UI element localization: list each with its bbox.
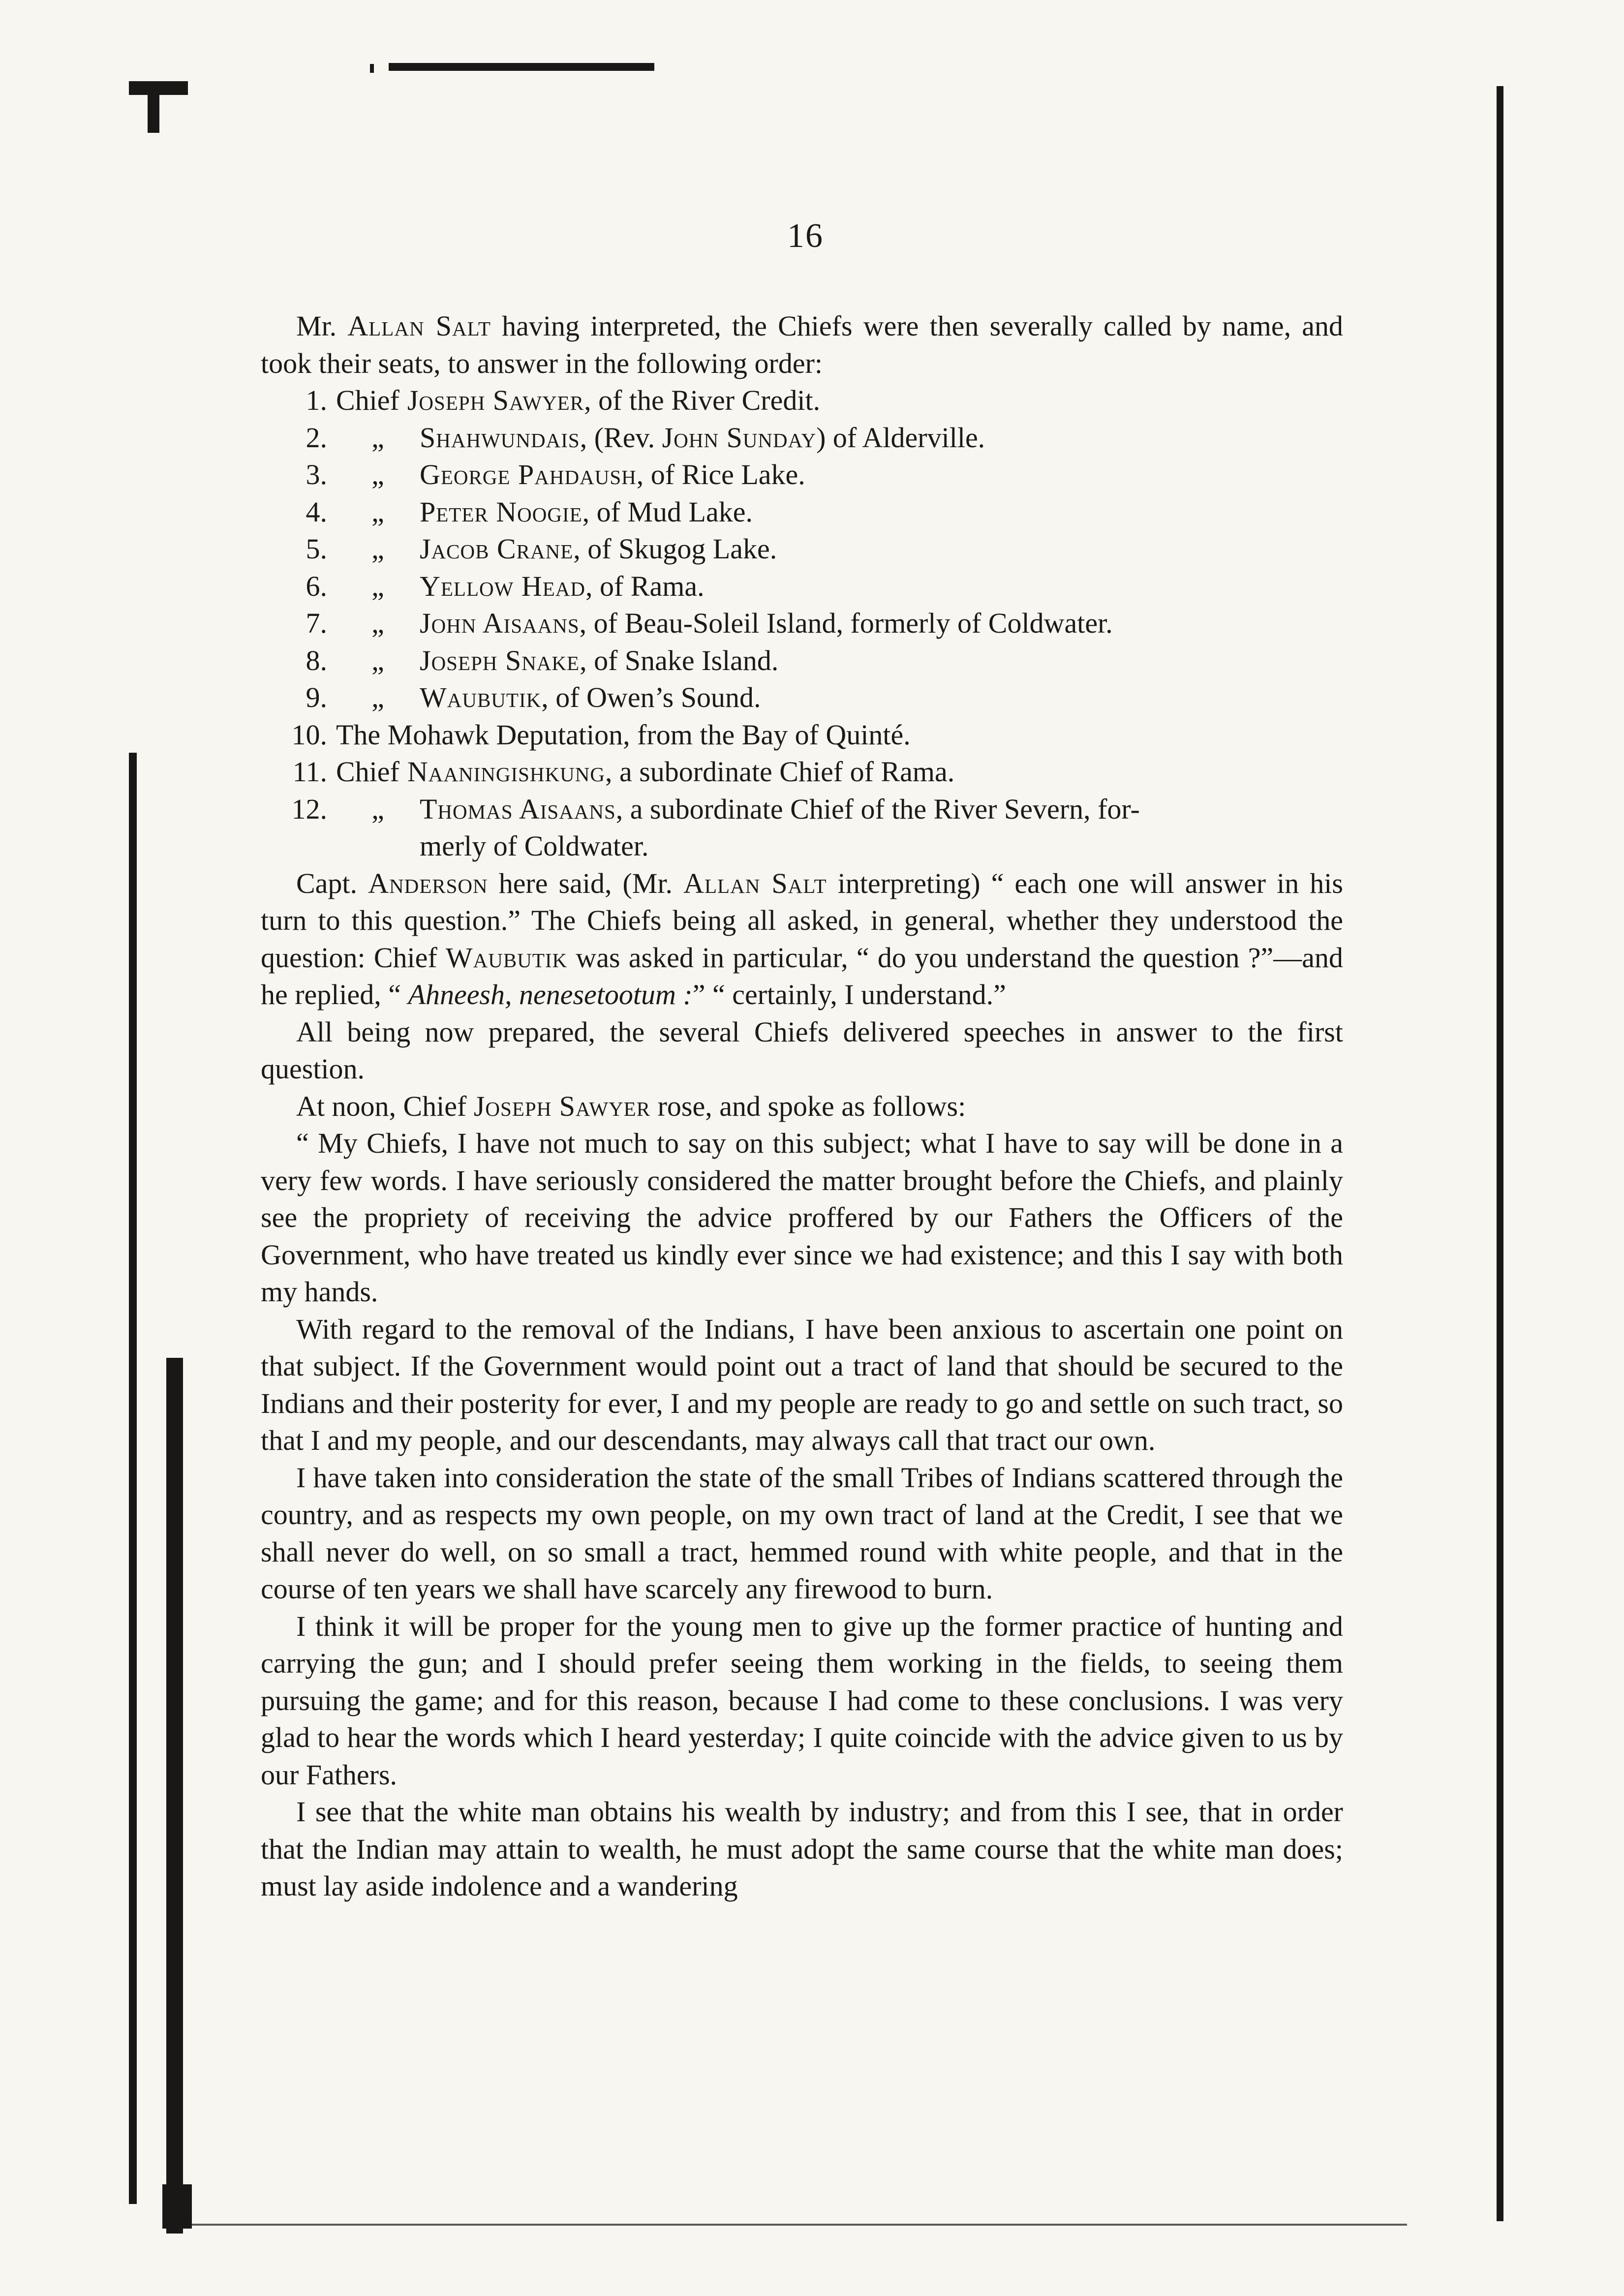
list-item-continuation: merly of Coldwater.: [420, 830, 649, 862]
list-lead: Chief: [336, 756, 399, 788]
interpreter-name: Allan Salt: [683, 867, 827, 899]
chief-name: Peter Noogie: [420, 495, 582, 528]
list-number: 8.: [306, 644, 327, 676]
list-item: [261, 456, 1343, 493]
chief-place: , a subordinate Chief of the River Severn, for-: [615, 793, 1140, 825]
list-item: [261, 419, 1343, 457]
chief-place: , a subordinate Chief of Rama.: [605, 756, 955, 788]
intro-text-2: having interpreted, the Chiefs were then severally called by name, and took their seats, to answer in the following order:: [261, 310, 1343, 379]
prepared-paragraph: All being now prepared, the several Chiefs delivered speeches in answer to the first question.: [261, 1015, 1343, 1085]
capt-text-5: ” “ certainly, I understand.”: [692, 979, 1006, 1010]
ojibwe-phrase: Ahneesh, nenesetootum :: [408, 979, 693, 1010]
list-item: [261, 753, 1343, 791]
list-item: [261, 791, 1343, 828]
list-entry: [420, 456, 1343, 493]
list-item: [261, 642, 1343, 679]
list-entry: [407, 753, 1343, 791]
chief-name: Joseph Sawyer: [473, 1090, 651, 1122]
chief-place: , (Rev.: [580, 421, 662, 454]
chief-name: Jacob Crane: [420, 533, 574, 565]
chief-place: , of Beau-Soleil Island, formerly of Coldwater.: [579, 607, 1113, 639]
page-number: 16: [787, 217, 824, 255]
list-number: 3.: [306, 459, 327, 490]
chief-name: Joseph Sawyer: [407, 384, 584, 416]
list-lead: Chief: [336, 384, 399, 416]
chief-place: , of Rama.: [585, 570, 705, 602]
list-item: [261, 716, 1343, 754]
capt-anderson-paragraph: [261, 865, 1343, 1013]
corner-mark-stem: [148, 86, 159, 133]
chief-name: Thomas Aisaans: [420, 793, 616, 825]
speech-paragraph: “ My Chiefs, I have not much to say on this subject; what I have to say will be done in a very few words. I have seriously considered the matter brought before the Chiefs, and plainly see the propriety of receiving the advice proffered by our Fathers the Officers of the Government, who have treated us kindly ever since we had existence; and this I say with both my hands.: [261, 1127, 1343, 1308]
chief-name: John Aisaans: [420, 607, 580, 639]
chief-place: , of Rice Lake.: [636, 459, 805, 490]
ditto-mark: „: [371, 533, 384, 565]
list-number: 7.: [306, 607, 327, 639]
speech-paragraph: I see that the white man obtains his wealth by industry; and from this I see, that in order that the Indian may attain to wealth, he must adopt the same course that the white man does; must lay aside indolence and a wandering: [261, 1796, 1343, 1902]
chief-name: Joseph Snake: [420, 644, 580, 676]
ditto-mark: „: [371, 421, 384, 454]
capt-text-1: Capt.: [296, 867, 368, 899]
list-entry: [420, 642, 1343, 679]
list-item: [261, 605, 1343, 642]
left-binding-edge-heavy: [166, 1358, 183, 2234]
list-entry: [420, 530, 1343, 568]
list-item: [261, 530, 1343, 568]
chief-place-2: ) of Alderville.: [816, 421, 985, 454]
capt-text-3: interpreting) “ each one will answer in his turn to this question.” The Chiefs being all asked, in general, whether they understood the question: Chief: [261, 867, 1343, 974]
list-item: [261, 568, 1343, 605]
list-number: 10.: [291, 718, 327, 751]
chief-place: , of Owen’s Sound.: [541, 681, 761, 713]
list-number: 12.: [291, 793, 327, 825]
bottom-corner-mark: [162, 2184, 192, 2229]
noon-text-2: rose, and spoke as follows:: [650, 1090, 966, 1122]
list-number: 6.: [306, 570, 327, 602]
ditto-mark: „: [371, 459, 384, 490]
list-entry: [420, 791, 1343, 828]
chief-name: George Pahdaush: [420, 459, 637, 490]
capt-text-2: here said, (Mr.: [488, 867, 684, 899]
list-entry: [407, 382, 1343, 419]
speech-paragraph: I have taken into consideration the state of the small Tribes of Indians scattered through the country, and as respects my own people, on my own tract of land at the Credit, I see that we shall never do well, on so small a tract, hemmed round with white people, and that in the course of ten years we shall have scarcely any firewood to burn.: [261, 1461, 1343, 1605]
ditto-mark: „: [371, 607, 384, 639]
chief-place: , of Skugog Lake.: [573, 533, 777, 565]
ditto-mark: „: [371, 570, 384, 602]
ditto-mark: „: [371, 495, 384, 528]
ditto-mark: „: [371, 681, 384, 713]
noon-text-1: At noon, Chief: [296, 1090, 474, 1122]
chief-alt-name: John Sunday: [662, 421, 817, 454]
chief-name: Waubutik: [420, 681, 542, 713]
list-entry: [420, 568, 1343, 605]
interpreter-name: Allan Salt: [347, 310, 491, 342]
chief-place: , of Snake Island.: [580, 644, 779, 676]
chief-place: , of the River Credit.: [584, 384, 821, 416]
chief-name: Waubutik: [445, 941, 568, 974]
intro-text-1: Mr.: [296, 310, 348, 342]
right-binding-edge: [1497, 86, 1503, 2221]
bottom-rule-mark: [177, 2224, 1407, 2226]
list-entry: [420, 419, 1343, 457]
list-number: 1.: [306, 384, 327, 416]
intro-paragraph: [261, 307, 1343, 382]
list-entry: [420, 493, 1343, 531]
page-body: [261, 307, 1343, 1905]
list-number: 11.: [292, 756, 327, 788]
list-item: [261, 382, 1343, 419]
chief-name: Shahwundais: [420, 421, 580, 454]
list-item: [261, 679, 1343, 716]
list-item: [261, 493, 1343, 531]
chiefs-list: [261, 382, 1343, 865]
top-tick-mark: [370, 64, 374, 73]
speech-paragraph: With regard to the removal of the Indians, I have been anxious to ascertain one point on that subject. If the Government would point out a tract of land that should be secured to the Indians and their posterity for ever, I and my people are ready to go and settle on such tract, so that I and my people, and our descendants, may always call that tract our own.: [261, 1313, 1343, 1456]
left-binding-edge: [129, 753, 137, 2204]
chief-name: Naaningishkung: [407, 756, 605, 788]
speech-paragraph: I think it will be proper for the young men to give up the former practice of hunting and carrying the gun; and I should prefer seeing them working in the fields, to seeing them pursuing the game; and for this reason, because I had come to these conclusions. I was very glad to hear the words which I heard yesterday; I quite coincide with the advice given to us by our Fathers.: [261, 1610, 1343, 1791]
noon-paragraph: [261, 1088, 1343, 1125]
list-number: 9.: [306, 681, 327, 713]
list-number: 4.: [306, 495, 327, 528]
capt-text-4: was asked in particular, “ do you understand the question ?”—and he replied, “: [261, 941, 1343, 1010]
list-entry: [420, 679, 1343, 716]
chief-place: , of Mud Lake.: [582, 495, 753, 528]
list-entry: [420, 605, 1343, 642]
captain-name: Anderson: [368, 867, 488, 899]
ditto-mark: „: [371, 793, 384, 825]
list-number: 5.: [306, 533, 327, 565]
list-number: 2.: [306, 421, 327, 454]
list-entry: The Mohawk Deputation, from the Bay of Quinté.: [336, 718, 911, 751]
chief-name: Yellow Head: [420, 570, 585, 602]
top-rule-mark: [389, 63, 654, 71]
ditto-mark: „: [371, 644, 384, 676]
